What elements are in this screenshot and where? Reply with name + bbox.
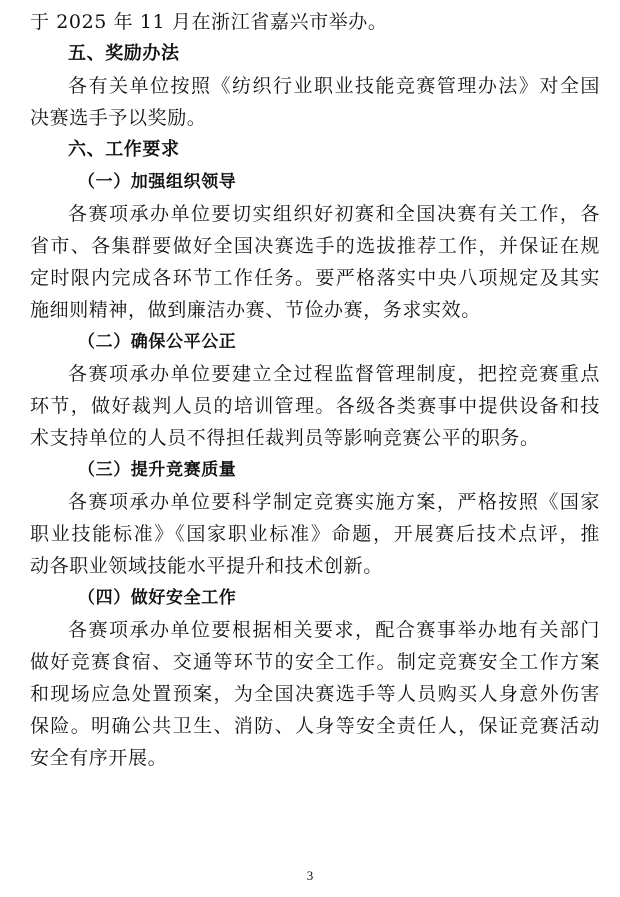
paragraph-line: 安全有序开展。 <box>30 747 168 769</box>
paragraph-line: 于 2025 年 11 月在浙江省嘉兴市举办。 <box>30 11 388 33</box>
paragraph-line: 各赛项承办单位要建立全过程监督管理制度，把控竞赛重点 <box>68 363 600 385</box>
paragraph-line: 职业技能标准》《国家职业标准》命题，开展赛后技术点评，推 <box>30 523 600 545</box>
paragraph-line: 各有关单位按照《纺织行业职业技能竞赛管理办法》对全国 <box>68 75 600 97</box>
paragraph-line: 各赛项承办单位要根据相关要求，配合赛事举办地有关部门 <box>68 619 600 641</box>
section-heading-rewards: 五、奖励办法 <box>68 43 180 64</box>
page-number: 3 <box>306 868 314 883</box>
paragraph-line: 保险。明确公共卫生、消防、人身等安全责任人，保证竞赛活动 <box>30 715 600 737</box>
subsection-heading-fairness: （二）确保公平公正 <box>78 332 237 352</box>
paragraph-line: 定时限内完成各环节工作任务。要严格落实中央八项规定及其实 <box>30 267 600 289</box>
subsection-heading-safety: （四）做好安全工作 <box>78 588 237 608</box>
paragraph-line: 和现场应急处置预案，为全国决赛选手等人员购买人身意外伤害 <box>30 683 600 705</box>
paragraph-line: 术支持单位的人员不得担任裁判员等影响竞赛公平的职务。 <box>30 427 540 449</box>
paragraph-line: 决赛选手予以奖励。 <box>30 107 207 129</box>
paragraph-line: 环节，做好裁判人员的培训管理。各级各类赛事中提供设备和技 <box>30 395 600 417</box>
subsection-heading-quality: （三）提升竞赛质量 <box>78 460 237 480</box>
paragraph-line: 省市、各集群要做好全国决赛选手的选拔推荐工作，并保证在规 <box>30 235 600 257</box>
paragraph-line: 做好竞赛食宿、交通等环节的安全工作。制定竞赛安全工作方案 <box>30 651 600 673</box>
paragraph-line: 各赛项承办单位要科学制定竞赛实施方案，严格按照《国家 <box>68 491 600 513</box>
subsection-heading-organization: （一）加强组织领导 <box>78 172 237 192</box>
paragraph-line: 施细则精神，做到廉洁办赛、节俭办赛，务求实效。 <box>30 299 481 321</box>
paragraph-line: 动各职业领域技能水平提升和技术创新。 <box>30 555 383 577</box>
section-heading-requirements: 六、工作要求 <box>68 139 180 160</box>
document-body <box>30 6 600 774</box>
paragraph-line: 各赛项承办单位要切实组织好初赛和全国决赛有关工作，各 <box>68 203 600 225</box>
